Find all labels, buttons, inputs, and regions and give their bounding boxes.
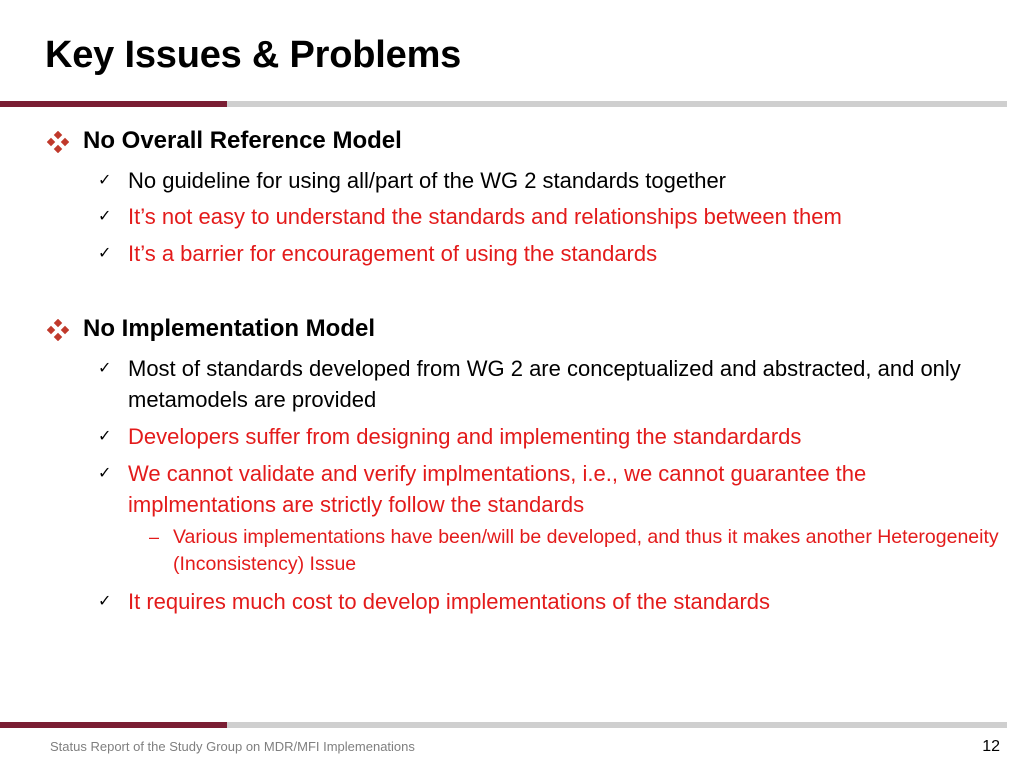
bullet-item: We cannot validate and verify implmentations, i.e., we cannot guarantee the implmentations are strictly follow the standards: [128, 461, 867, 517]
checkmark-icon: ✓: [98, 206, 112, 225]
checkmark-icon: ✓: [98, 426, 112, 445]
bullet-item: Developers suffer from designing and implementing the standardards: [128, 424, 802, 449]
diamond-bullet-icon: [47, 319, 69, 341]
checkmark-icon: ✓: [98, 170, 112, 189]
diamond-bullet-icon: [47, 131, 69, 153]
dash-icon: –: [149, 527, 160, 547]
bullet-item: It’s a barrier for encouragement of using the standards: [128, 241, 658, 266]
checkmark-icon: ✓: [98, 463, 112, 482]
page-number: 12: [982, 738, 1000, 755]
footer-text: Status Report of the Study Group on MDR/MFI Implemenations: [50, 739, 415, 754]
bullet-item: No guideline for using all/part of the WG 2 standards together: [128, 168, 727, 193]
footer-divider-line: [227, 722, 1007, 728]
bullet-item: It requires much cost to develop implementations of the standards: [128, 589, 771, 614]
sub-bullet-item: Various implementations have been/will be developed, and thus it makes another Heterogeneity (Inconsistency) Issue: [173, 526, 999, 575]
footer-divider-accent: [0, 722, 227, 728]
checkmark-icon: ✓: [98, 591, 112, 610]
checkmark-icon: ✓: [98, 358, 112, 377]
checkmark-icon: ✓: [98, 243, 112, 262]
bullet-item: It’s not easy to understand the standards and relationships between them: [128, 204, 842, 229]
bullet-item: Most of standards developed from WG 2 are conceptualized and abstracted, and only metamodels are provided: [128, 356, 961, 412]
section-heading: No Implementation Model: [83, 315, 376, 342]
slide-title: Key Issues & Problems: [45, 34, 462, 76]
section-heading: No Overall Reference Model: [83, 127, 402, 154]
